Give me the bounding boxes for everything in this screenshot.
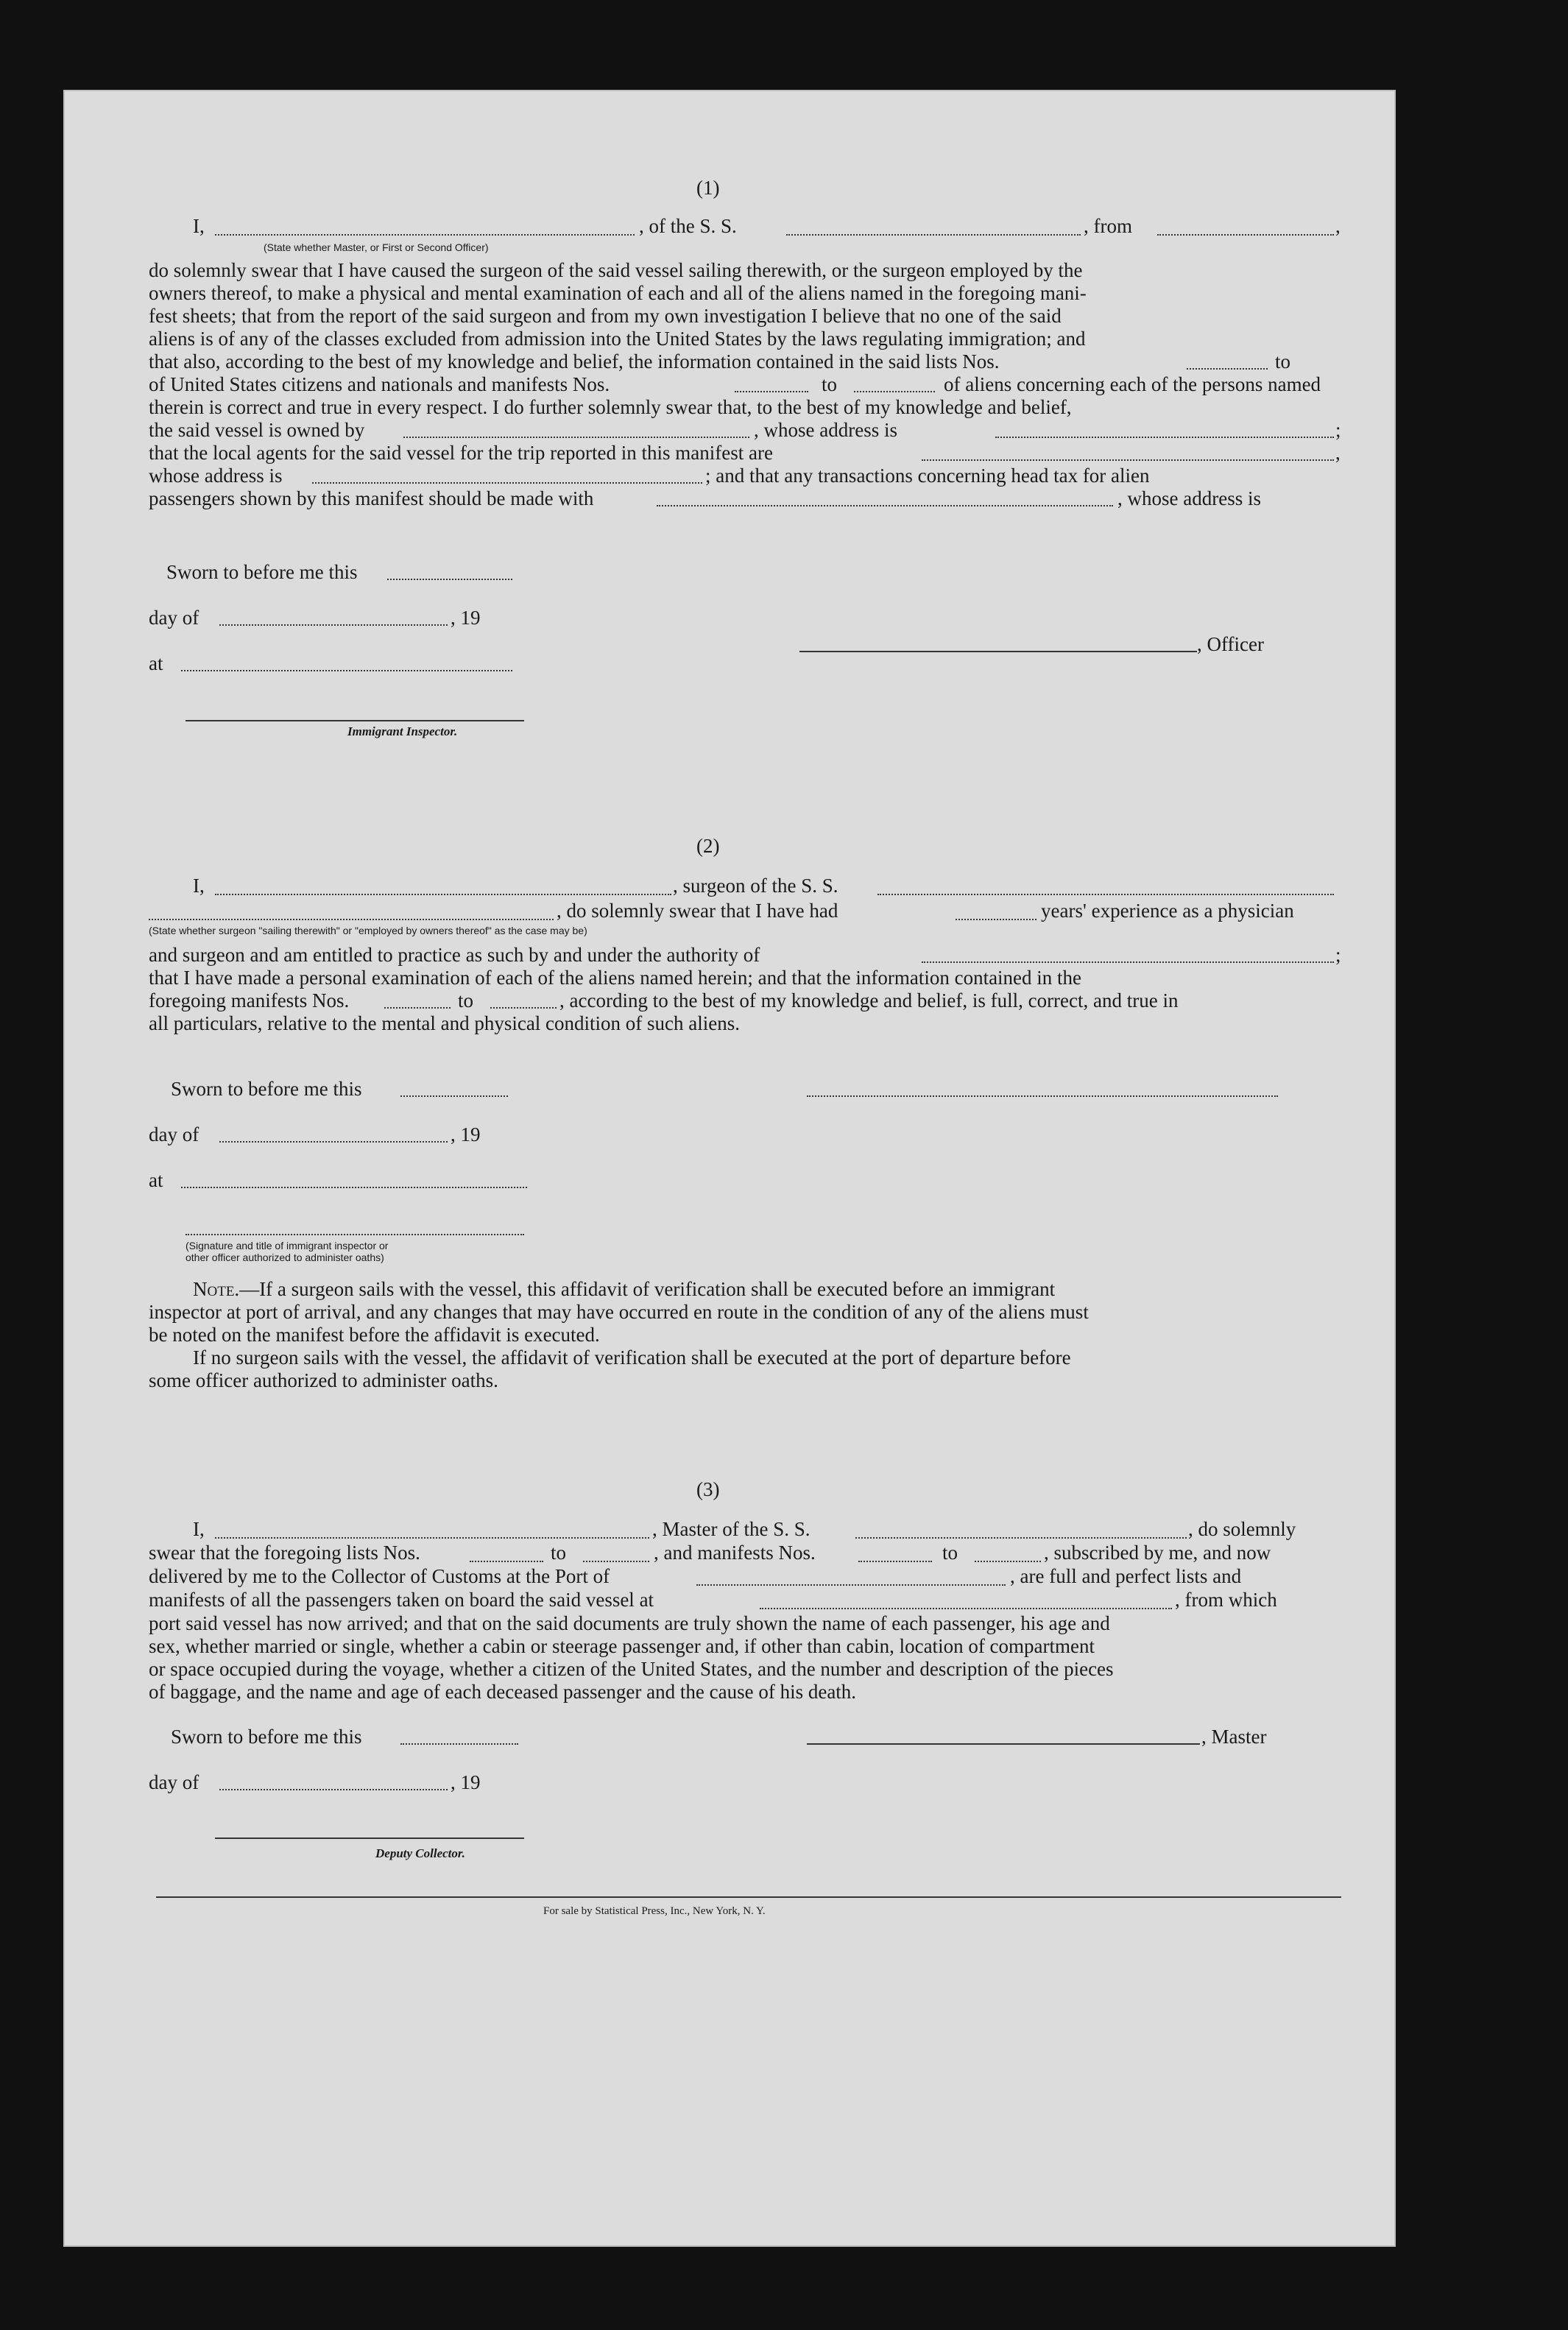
surgeon-name-field[interactable] <box>215 894 671 895</box>
master-manifests-from-field[interactable] <box>858 1561 932 1562</box>
day-of-field-3[interactable] <box>219 1789 448 1790</box>
lists-from-field[interactable] <box>1187 368 1268 370</box>
master-line: I, , Master of the S. S. , do solemnly <box>193 1518 1296 1540</box>
vessel-name-field[interactable] <box>786 234 1081 236</box>
surgeon-note: (State whether surgeon "sailing therewith" or "employed by owners thereof" as the case may be) <box>149 925 587 936</box>
day-of-field-1[interactable] <box>219 624 448 626</box>
master-line-2: swear that the foregoing lists Nos. to , and manifests Nos. to , subscribed by me, and now <box>149 1542 1271 1564</box>
day-of-line-1: day of , 19 <box>149 607 481 629</box>
officer-name-field[interactable] <box>215 234 635 236</box>
port-of-arrival-field[interactable] <box>696 1584 1006 1586</box>
master-manifests-to-field[interactable] <box>975 1561 1041 1562</box>
from-port-field[interactable] <box>1157 234 1334 236</box>
sig-caption-2: other officer authorized to administer oaths) <box>186 1252 384 1263</box>
at-field-1[interactable] <box>181 670 512 671</box>
sworn-line-1: Sworn to before me this <box>166 561 608 584</box>
sworn-line-2: Sworn to before me this <box>171 1078 612 1101</box>
verification-note: Note.—If a surgeon sails with the vessel, this affidavit of verification shall be executed before an immigrant inspector at port of arrival, and any changes that may have occurred en route in the condition of any of the aliens must be noted on the manifest before the affidavit is executed. If no surgeon sails with the vessel, the affidavit of verification shall be executed at the port of departure before some officer authorized to administer oaths. <box>149 1278 1089 1391</box>
inspector-signature-line[interactable] <box>186 720 524 721</box>
collector-signature-line[interactable] <box>215 1837 524 1839</box>
agents-address-field[interactable] <box>312 482 702 484</box>
master-label: , Master <box>1201 1726 1267 1748</box>
collector-caption: Deputy Collector. <box>375 1846 465 1860</box>
master-line-3: delivered by me to the Collector of Customs at the Port of , are full and perfect lists and <box>149 1565 1242 1587</box>
sworn-day-field-3[interactable] <box>400 1743 518 1745</box>
master-signature-line[interactable] <box>807 1743 1200 1745</box>
officer-label: , Officer <box>1197 633 1264 655</box>
sworn-line-3: Sworn to before me this <box>171 1726 612 1748</box>
section-3-paragraph: port said vessel has now arrived; and that on the said documents are truly shown the name of each passenger, his age and sex, whether married or single, whether a cabin or steerage passenger and, if other than cabin, location of compartment or space occupied during the voyage, whether a citizen of the United States, and the number and description of the pieces of baggage, and the name and age of each deceased passenger and the cause of his death. <box>149 1612 1114 1703</box>
at-field-2[interactable] <box>181 1187 527 1188</box>
port-of-departure-field[interactable] <box>760 1608 1172 1609</box>
surgeon-manifests-to-field[interactable] <box>490 1007 557 1009</box>
officer-signature-line[interactable] <box>799 651 1197 652</box>
surgeon-vessel-field[interactable] <box>877 894 1334 895</box>
inspector-caption: Immigrant Inspector. <box>347 724 458 738</box>
section-3-number: (3) <box>696 1478 720 1500</box>
officer-line: I, , of the S. S. , from , <box>193 215 1341 237</box>
years-field[interactable] <box>956 919 1036 920</box>
day-of-line-2: day of , 19 <box>149 1123 481 1145</box>
sworn-day-field-2[interactable] <box>400 1095 508 1097</box>
footer-rule <box>156 1896 1341 1898</box>
local-agents-field[interactable] <box>922 459 1334 461</box>
master-vessel-field[interactable] <box>855 1537 1187 1539</box>
witness-signature-line[interactable] <box>186 1234 524 1235</box>
head-tax-party-field[interactable] <box>657 505 1113 506</box>
at-line-1: at <box>149 652 620 675</box>
master-lists-to-field[interactable] <box>583 1561 649 1562</box>
surgeon-status-field[interactable] <box>149 919 554 920</box>
day-of-field-2[interactable] <box>219 1141 448 1143</box>
surgeon-signature-line[interactable] <box>807 1095 1278 1097</box>
manifest-page <box>63 90 1396 2247</box>
master-name-field[interactable] <box>215 1537 649 1539</box>
at-line-2: at <box>149 1169 620 1192</box>
surgeon-line: I, , surgeon of the S. S. <box>193 875 1341 900</box>
section-1-paragraph: do solemnly swear that I have caused the surgeon of the said vessel sailing therewith, or the surgeon employed by the owners thereof, to make a physical and mental examination of each and all of the aliens named in the foregoing mani- fest sheets; that from the report of the said surgeon and from my own investigation I believe that no one of the said aliens is of any of the classes excluded from admission into the United States by the laws regulating immigration; and that also, according to the best of my knowledge and belief, the information contained in the said lists Nos. to of United States citizens and nationals and manifests Nos. to of aliens concerning each of the persons named therein is correct and true in every respect. I do further solemnly swear that, to the best of my knowledge and belief, the said vessel is owned by , whose address is ; that the local agents for the said vessel for the trip reported in this manifest are , whose address is ; and that any transactions concerning head tax for alien passengers shown by this manifest should be made with , whose address is <box>149 259 1341 509</box>
owner-field[interactable] <box>403 437 749 438</box>
authority-field[interactable] <box>922 961 1334 963</box>
manifests-to-field[interactable] <box>854 391 935 392</box>
owner-address-field[interactable] <box>995 437 1334 438</box>
surgeon-manifests-from-field[interactable] <box>384 1007 451 1009</box>
section-2-paragraph: and surgeon and am entitled to practice as such by and under the authority of ; that I have made a personal examination of each of the aliens named herein; and that the information contained in the foregoing manifests Nos. to , according to the best of my knowledge and belief, is full, correct, and true in all particulars, relative to the mental and physical condition of such aliens. <box>149 944 1341 1034</box>
master-line-4: manifests of all the passengers taken on board the said vessel at , from which <box>149 1589 1277 1611</box>
officer-note: (State whether Master, or First or Second Officer) <box>264 241 489 253</box>
section-1-number: (1) <box>696 177 720 199</box>
master-lists-from-field[interactable] <box>470 1561 543 1562</box>
sworn-day-field-1[interactable] <box>387 579 512 580</box>
sig-caption-1: (Signature and title of immigrant inspector or <box>186 1240 389 1252</box>
section-2-number: (2) <box>696 835 720 857</box>
manifests-from-field[interactable] <box>735 391 808 392</box>
footer-printer: For sale by Statistical Press, Inc., New York, N. Y. <box>543 1905 766 1917</box>
surgeon-line-2: , do solemnly swear that I have had years' experience as a physician <box>149 900 1341 925</box>
day-of-line-3: day of , 19 <box>149 1771 481 1793</box>
